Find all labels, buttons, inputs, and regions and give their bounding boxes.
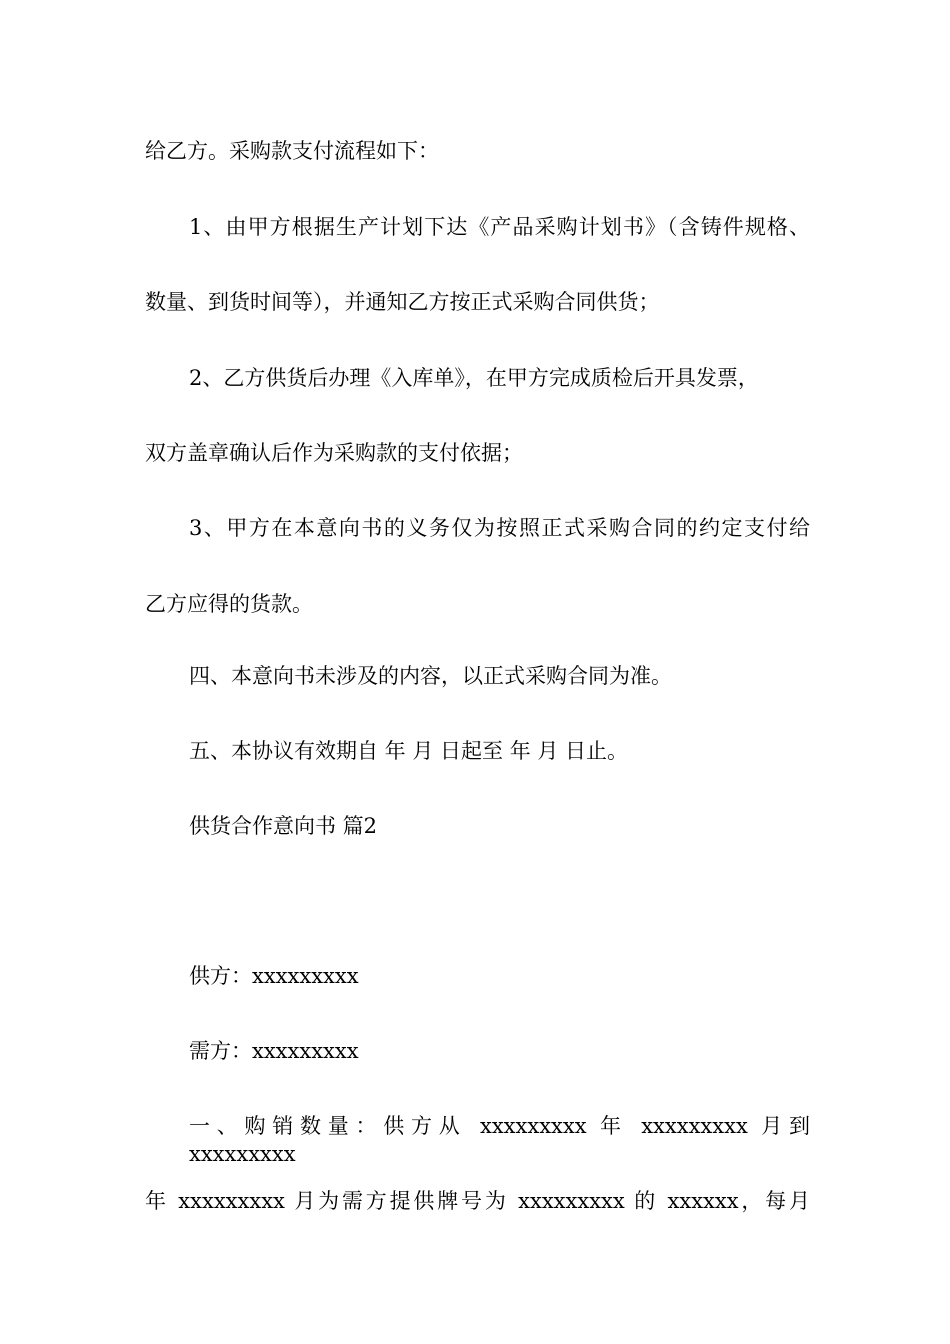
section-four: 四、本意向书未涉及的内容，以正式采购合同为准。 xyxy=(189,664,672,688)
list-item-2-line-1: 2、乙方供货后办理《入库单》，在甲方完成质检后开具发票， xyxy=(189,366,759,390)
supplier-line: 供方：xxxxxxxxx xyxy=(189,964,359,988)
list-item-3-line-2: 乙方应得的货款。 xyxy=(145,592,313,616)
quantity-clause-line-2: 年 xxxxxxxxx 月为需方提供牌号为 xxxxxxxxx 的 xxxxxx，每月 xyxy=(145,1189,810,1213)
buyer-line: 需方：xxxxxxxxx xyxy=(189,1039,359,1063)
quantity-clause-line-1: 一、购销数量：供方从 xxxxxxxxx 年 xxxxxxxxx 月到 xxxxxxxxx xyxy=(189,1114,810,1166)
list-item-1-line-2: 数量、到货时间等），并通知乙方按正式采购合同供货； xyxy=(145,290,660,314)
section-five: 五、本协议有效期自 年 月 日起至 年 月 日止。 xyxy=(189,739,629,763)
section-heading: 供货合作意向书 篇2 xyxy=(189,814,378,838)
list-item-3-line-1: 3、甲方在本意向书的义务仅为按照正式采购合同的约定支付给 xyxy=(189,516,810,540)
paragraph-line-1: 给乙方。采购款支付流程如下： xyxy=(145,139,439,163)
list-item-1-line-1: 1、由甲方根据生产计划下达《产品采购计划书》（含铸件规格、 xyxy=(189,215,810,239)
list-item-2-line-2: 双方盖章确认后作为采购款的支付依据； xyxy=(145,441,523,465)
